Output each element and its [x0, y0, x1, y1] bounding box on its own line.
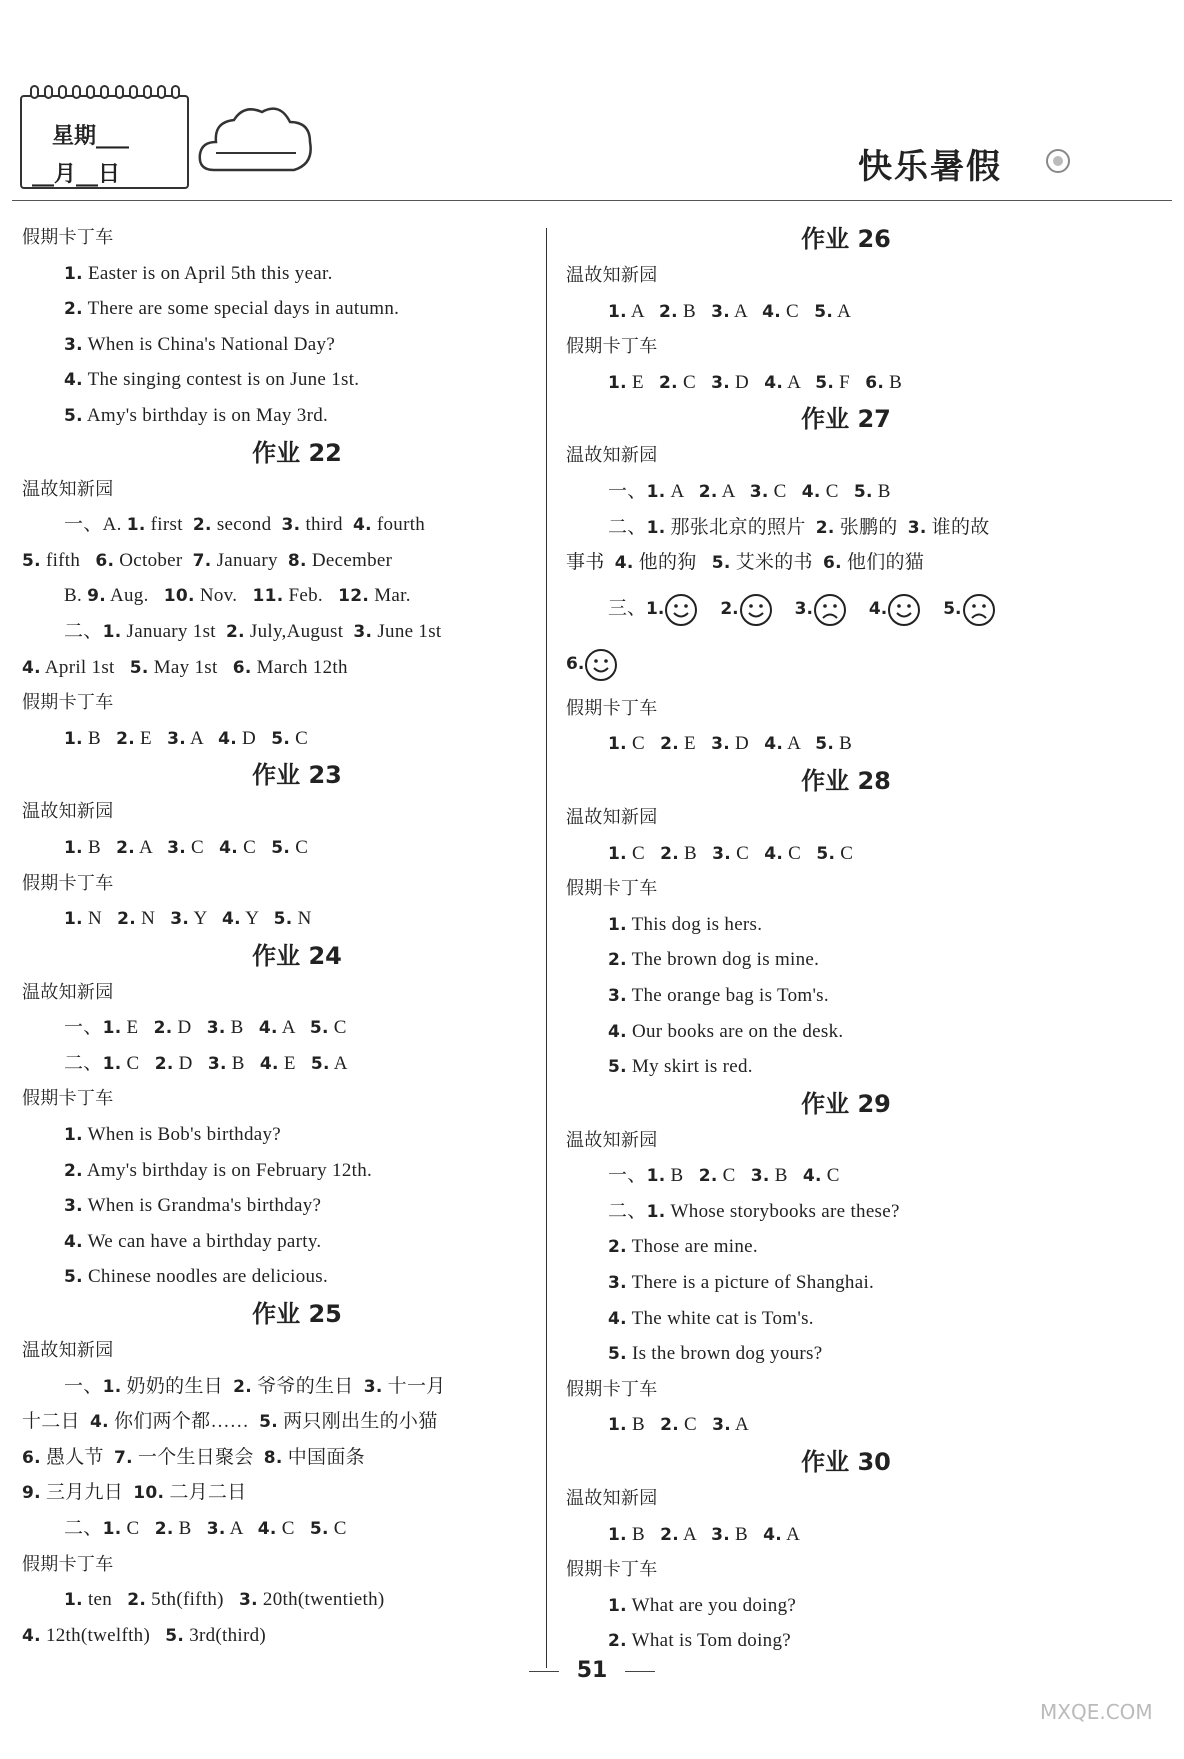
section-heading: 温故知新园 — [566, 445, 658, 467]
calendar-date-label: __月__日 — [32, 162, 121, 187]
answer-line: 5. Amy's birthday is on May 3rd. — [64, 404, 329, 426]
face-answer: 6. — [566, 636, 618, 692]
answer-line: 事书 4. 他的狗 5. 艾米的书 6. 他们的猫 — [566, 552, 925, 574]
answer-line: 1. B 2. C 3. A — [608, 1414, 750, 1436]
sun-icon — [1040, 143, 1076, 179]
section-heading: 假期卡丁车 — [566, 1378, 658, 1400]
answer-line: 1. C 2. E 3. D 4. A 5. B — [608, 733, 853, 755]
answer-line: 9. 三月九日 10. 二月二日 — [22, 1482, 247, 1504]
answer-line: 1. B 2. E 3. A 4. D 5. C — [64, 727, 309, 749]
section-heading: 温故知新园 — [22, 478, 114, 500]
header-divider — [12, 200, 1172, 201]
answer-line: 二、1. C 2. B 3. A 4. C 5. C — [64, 1518, 347, 1539]
answer-line: 1. E 2. C 3. D 4. A 5. F 6. B — [608, 371, 903, 393]
section-heading: 假期卡丁车 — [22, 1553, 114, 1575]
answer-line: 2. What is Tom doing? — [608, 1630, 791, 1652]
answer-line: 1. Easter is on April 5th this year. — [64, 262, 333, 284]
face-answer: 2. — [720, 581, 772, 637]
section-heading: 假期卡丁车 — [566, 336, 658, 358]
answer-line: 二、1. January 1st 2. July,August 3. June 1st — [64, 620, 442, 642]
page-footer — [0, 1658, 1184, 1698]
answer-line: 一、1. A 2. A 3. C 4. C 5. B — [608, 480, 891, 502]
answer-line: 2. The brown dog is mine. — [608, 949, 820, 971]
face-answer: 5. — [943, 581, 995, 637]
assignment-title: 作业 25 — [252, 1300, 342, 1329]
answer-line: 1. B 2. A 3. C 4. C 5. C — [64, 836, 309, 858]
answer-line: 5. fifth 6. October 7. January 8. December — [22, 549, 393, 571]
answer-line: 2. There are some special days in autumn. — [64, 298, 400, 320]
section-heading: 假期卡丁车 — [22, 1088, 114, 1110]
section-heading: 温故知新园 — [566, 265, 658, 286]
answer-line: 二、1. C 2. D 3. B 4. E 5. A — [64, 1052, 348, 1074]
answer-line: 2. Amy's birthday is on February 12th. — [64, 1159, 373, 1181]
section-heading: 假期卡丁车 — [566, 1559, 658, 1581]
section-heading: 假期卡丁车 — [22, 227, 114, 248]
section-heading: 假期卡丁车 — [566, 878, 658, 900]
answer-line: 5. Is the brown dog yours? — [608, 1343, 823, 1365]
answer-line: 一、A. 1. first 2. second 3. third 4. fourth — [64, 514, 426, 536]
section-heading: 温故知新园 — [566, 806, 658, 828]
answer-line: 5. My skirt is red. — [608, 1056, 753, 1078]
assignment-title: 作业 30 — [801, 1448, 891, 1477]
section-heading: 假期卡丁车 — [566, 697, 658, 719]
answer-line: 十二日 4. 你们两个都…… 5. 两只刚出生的小猫 — [22, 1411, 438, 1433]
answer-line: 一、1. B 2. C 3. B 4. C — [608, 1165, 840, 1187]
assignment-title: 作业 24 — [252, 941, 342, 970]
answer-line: 3. When is China's National Day? — [64, 333, 336, 355]
face-answer: 4. — [869, 581, 921, 637]
assignment-title: 作业 22 — [252, 438, 342, 467]
page-header — [0, 0, 1184, 205]
answer-line: 4. The singing contest is on June 1st. — [64, 369, 360, 391]
page-number: 51 — [576, 1658, 608, 1683]
face-answer: 3. — [795, 581, 847, 637]
answer-line: 4. Our books are on the desk. — [608, 1020, 844, 1042]
calendar-icon — [20, 85, 190, 185]
answer-line: 4. April 1st 5. May 1st 6. March 12th — [22, 656, 348, 678]
answer-line: 6. 愚人节 7. 一个生日聚会 8. 中国面条 — [22, 1446, 365, 1468]
assignment-title: 作业 23 — [252, 761, 342, 790]
section-heading: 温故知新园 — [566, 1129, 658, 1151]
answer-line: 1. What are you doing? — [608, 1594, 797, 1616]
cloud-icon — [196, 98, 316, 183]
assignment-title: 作业 28 — [801, 766, 891, 795]
answer-line: 1. C 2. B 3. C 4. C 5. C — [608, 842, 854, 864]
answer-line: 二、1. Whose storybooks are these? — [608, 1200, 900, 1222]
column-divider — [546, 228, 547, 1668]
answer-line: 一、1. 奶奶的生日 2. 爷爷的生日 3. 十一月 — [64, 1375, 446, 1397]
answer-line: 1. This dog is hers. — [608, 913, 763, 935]
section-heading: 假期卡丁车 — [22, 692, 114, 714]
face-answers-row: 三、1. 2. 3. 4. 5. — [566, 581, 1126, 636]
right-column — [566, 220, 1126, 1659]
watermark: MXQE.COM — [1040, 1700, 1153, 1724]
answer-line: 1. B 2. A 3. B 4. A — [608, 1523, 801, 1545]
section-heading: 假期卡丁车 — [22, 872, 114, 894]
face-answers-row — [566, 636, 1126, 691]
answer-line: 2. Those are mine. — [608, 1236, 758, 1258]
assignment-title: 作业 27 — [801, 405, 891, 434]
section-heading: 温故知新园 — [22, 981, 114, 1003]
answer-line: 1. N 2. N 3. Y 4. Y 5. N — [64, 908, 312, 930]
left-column — [22, 220, 542, 1653]
answer-line: B. 9. Aug. 10. Nov. 11. Feb. 12. Mar. — [64, 585, 411, 607]
answer-line: 4. We can have a birthday party. — [64, 1230, 322, 1252]
section-heading: 温故知新园 — [566, 1488, 658, 1510]
section-heading: 温故知新园 — [22, 1340, 114, 1362]
answer-line: 3. When is Grandma's birthday? — [64, 1195, 322, 1217]
assignment-title: 作业 26 — [801, 225, 891, 253]
answer-line: 1. When is Bob's birthday? — [64, 1124, 282, 1146]
logo-text: 快乐暑假 — [858, 147, 1002, 187]
assignment-title: 作业 29 — [801, 1089, 891, 1118]
answer-line: 4. 12th(twelfth) 5. 3rd(third) — [22, 1624, 267, 1646]
answer-line: 一、1. E 2. D 3. B 4. A 5. C — [64, 1017, 347, 1039]
answer-line: 3. There is a picture of Shanghai. — [608, 1272, 875, 1294]
section-heading: 温故知新园 — [22, 801, 114, 823]
happy-summer-logo — [850, 125, 1080, 205]
answer-line: 二、1. 那张北京的照片 2. 张鹏的 3. 谁的故 — [608, 516, 990, 538]
calendar-weekday-label: 星期___ — [52, 124, 130, 149]
answer-line: 5. Chinese noodles are delicious. — [64, 1266, 329, 1288]
face-answer: 1. — [646, 581, 698, 637]
answer-line: 4. The white cat is Tom's. — [608, 1307, 814, 1329]
answer-line: 3. The orange bag is Tom's. — [608, 984, 829, 1006]
answer-line: 1. ten 2. 5th(fifth) 3. 20th(twentieth) — [64, 1589, 385, 1611]
answer-line: 1. A 2. B 3. A 4. C 5. A — [608, 300, 852, 322]
